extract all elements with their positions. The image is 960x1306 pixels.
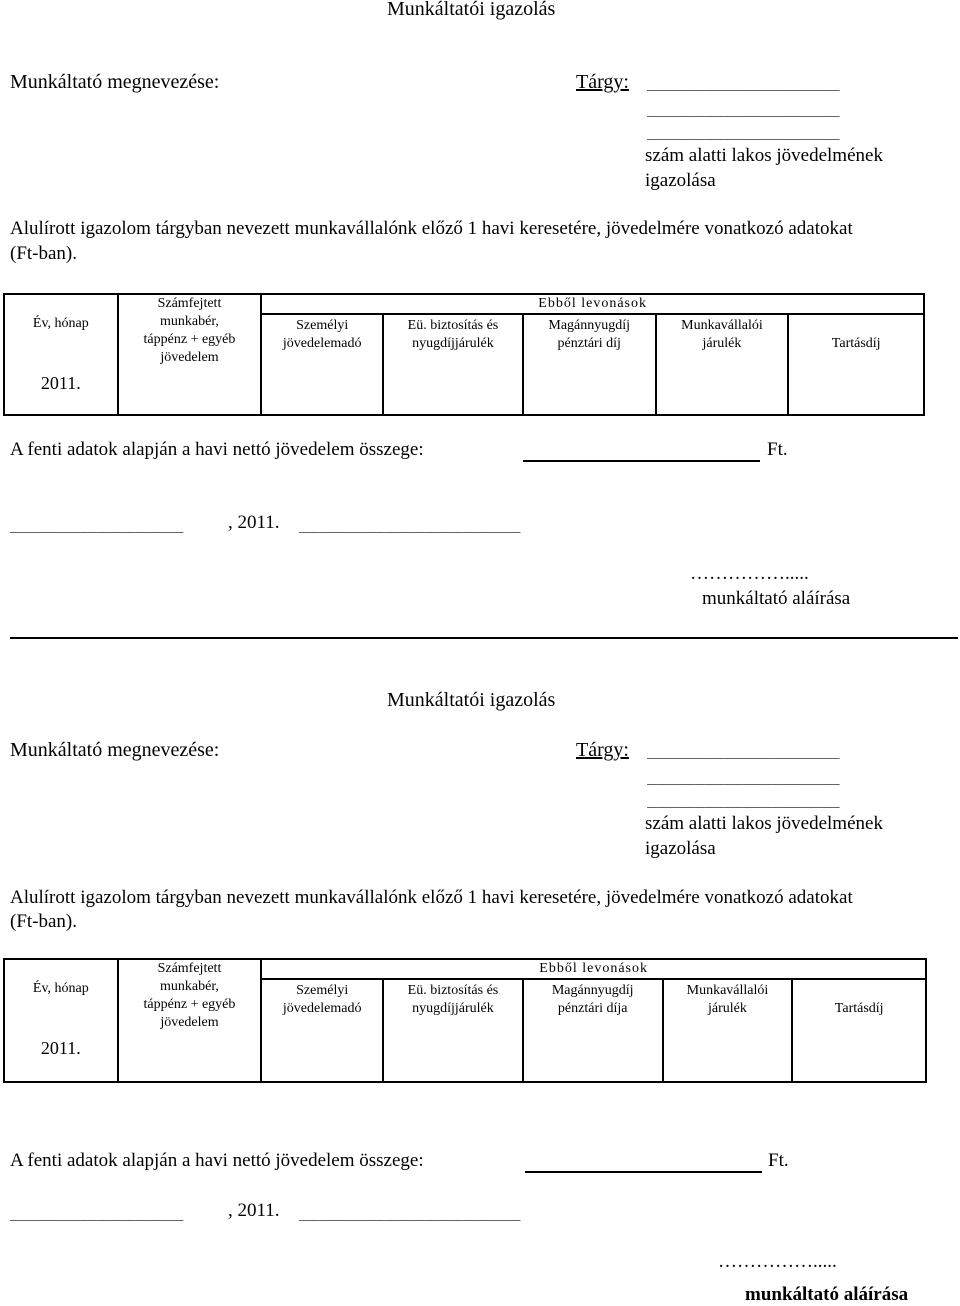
col-pension-line: Magánnyugdíj — [548, 318, 631, 333]
col-year-label: Év, hónap — [32, 316, 89, 331]
net-income-label: A fenti adatok alapján a havi nettó jövedelem összege: — [10, 439, 424, 460]
subject-label: Tárgy: — [576, 739, 629, 761]
col-gross-line: Számfejtett — [157, 961, 222, 976]
col-pension-line: Magánnyugdíj — [551, 983, 634, 998]
net-income-blank[interactable] — [523, 460, 760, 462]
statement-line-1: Alulírott igazolom tárgyban nevezett munkavállalónk előző 1 havi keresetére, jövedelmére vonatkozó adatokat — [10, 218, 853, 239]
net-income-blank[interactable] — [525, 1171, 762, 1173]
signature-dots: ……………..... — [690, 563, 809, 584]
section-divider — [10, 637, 958, 639]
subject-tail-2: igazolása — [645, 838, 716, 859]
signature-label: munkáltató aláírása — [745, 1284, 909, 1305]
subject-blank-2[interactable]: ____________________ — [647, 98, 840, 117]
col-health-header — [383, 314, 523, 415]
net-income-unit: Ft. — [767, 439, 788, 460]
col-alimony-header: Tartásdíj — [788, 314, 924, 415]
statement-line-2: (Ft-ban). — [10, 911, 78, 932]
subject-blank-1[interactable]: ____________________ — [647, 740, 840, 759]
col-pension-line: pénztári díja — [557, 1001, 628, 1016]
statement-line-1: Alulírott igazolom tárgyban nevezett munkavállalónk előző 1 havi keresetére, jövedelmére vonatkozó adatokat — [10, 887, 853, 908]
deductions-header: Ebből levonások — [261, 294, 924, 314]
col-tax-header — [261, 979, 383, 1082]
col-employee-line: járulék — [702, 336, 742, 351]
col-gross-header — [118, 294, 262, 415]
col-tax-line: Személyi — [296, 318, 349, 333]
col-health-line: Eü. biztosítás és — [407, 983, 499, 998]
subject-tail-2: igazolása — [645, 170, 716, 191]
year-value: 2011. — [4, 1039, 118, 1082]
col-pension-line: pénztári díj — [557, 336, 621, 351]
deductions-header: Ebből levonások — [261, 959, 926, 979]
statement-line-2: (Ft-ban). — [10, 243, 78, 264]
col-pension-header — [523, 314, 656, 415]
col-gross-line: táppénz + egyéb — [143, 332, 236, 347]
col-employee-header — [663, 979, 793, 1082]
col-year-label: Év, hónap — [32, 981, 89, 996]
col-tax-line: jövedelemadó — [282, 1001, 362, 1016]
income-table — [3, 293, 925, 416]
subject-label: Tárgy: — [576, 71, 629, 93]
net-income-unit: Ft. — [768, 1150, 789, 1171]
subject-blank-3[interactable]: ____________________ — [647, 121, 840, 140]
place-blank[interactable]: __________________ — [10, 514, 184, 533]
col-year-header — [4, 294, 118, 374]
col-tax-line: jövedelemadó — [282, 336, 362, 351]
page-title: Munkáltatói igazolás — [387, 689, 556, 711]
subject-blank-1[interactable]: ____________________ — [647, 72, 840, 91]
place-blank[interactable]: __________________ — [10, 1202, 184, 1221]
col-alimony-header: Tartásdíj — [792, 979, 926, 1082]
subject-tail-1: szám alatti lakos jövedelmének — [645, 145, 883, 166]
col-employee-line: Munkavállalói — [686, 983, 769, 998]
col-gross-line: jövedelem — [160, 350, 219, 365]
date-year: , 2011. — [228, 1200, 280, 1221]
year-value: 2011. — [4, 374, 118, 415]
col-year-header — [4, 959, 118, 1039]
date-blank[interactable]: _______________________ — [299, 514, 521, 533]
col-gross-header — [118, 959, 262, 1082]
employer-label: Munkáltató megnevezése: — [10, 739, 220, 761]
subject-blank-2[interactable]: ____________________ — [647, 766, 840, 785]
col-gross-line: Számfejtett — [157, 296, 222, 311]
col-gross-line: munkabér, — [160, 979, 219, 994]
col-health-header — [383, 979, 523, 1082]
income-table — [3, 958, 927, 1083]
subject-blank-3[interactable]: ____________________ — [647, 789, 840, 808]
col-gross-line: munkabér, — [160, 314, 219, 329]
signature-dots: ……………..... — [718, 1251, 837, 1272]
col-employee-header — [656, 314, 789, 415]
col-health-line: nyugdíjjárulék — [412, 336, 494, 351]
col-pension-header — [523, 979, 663, 1082]
subject-tail-1: szám alatti lakos jövedelmének — [645, 813, 883, 834]
date-blank[interactable]: _______________________ — [299, 1202, 521, 1221]
col-gross-line: táppénz + egyéb — [143, 997, 236, 1012]
signature-label: munkáltató aláírása — [702, 588, 851, 609]
net-income-label: A fenti adatok alapján a havi nettó jövedelem összege: — [10, 1150, 424, 1171]
date-year: , 2011. — [228, 512, 280, 533]
employer-label: Munkáltató megnevezése: — [10, 71, 220, 93]
col-health-line: Eü. biztosítás és — [407, 318, 499, 333]
col-employee-line: járulék — [708, 1001, 747, 1016]
col-gross-line: jövedelem — [160, 1015, 219, 1030]
col-employee-line: Munkavállalói — [681, 318, 763, 333]
page-title: Munkáltatói igazolás — [387, 0, 556, 20]
col-tax-line: Személyi — [296, 983, 349, 998]
col-tax-header — [261, 314, 383, 415]
col-health-line: nyugdíjjárulék — [412, 1001, 494, 1016]
